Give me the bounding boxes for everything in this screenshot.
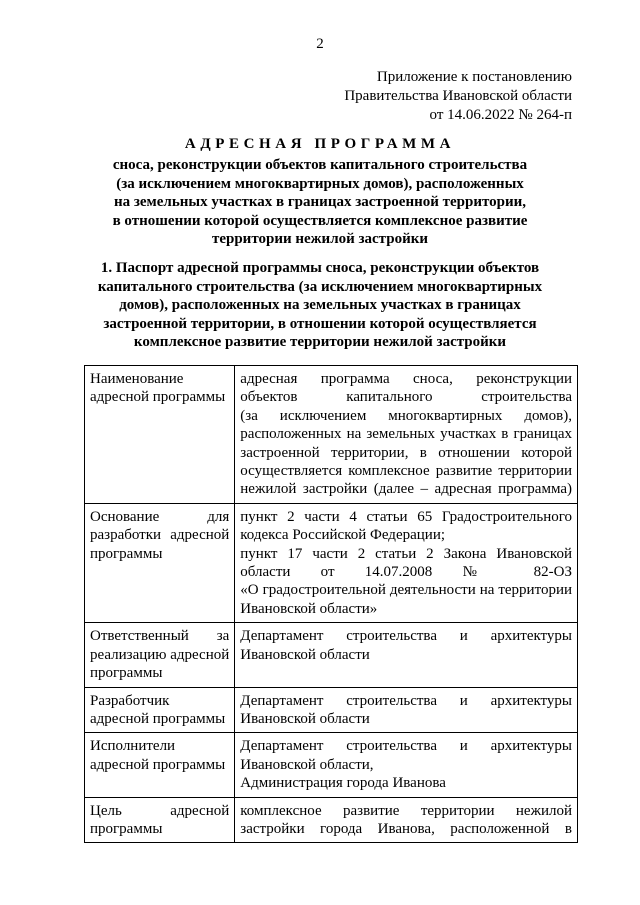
row-value-cell [235, 503, 578, 622]
section-heading-line: домов), расположенных на земельных участках в границах [119, 297, 521, 313]
row-label-cell [85, 366, 235, 504]
program-subtitle [0, 156, 640, 249]
row-label-line: адресной программы [90, 389, 226, 406]
row-value-cell [235, 366, 578, 504]
row-value-line: кодекса Российской Федерации; [240, 527, 446, 544]
row-label-cell [85, 503, 235, 622]
row-value-line: адресная программа сноса, реконструкции [240, 371, 572, 387]
row-value-line: застройки города Иванова, расположенной в [240, 820, 572, 837]
program-subtitle-line: территории нежилой застройки [211, 231, 429, 247]
row-label-line: программы [90, 545, 163, 562]
row-value-line: объектов капитального строительства [240, 389, 572, 406]
page-number: 2 [316, 36, 324, 52]
row-value-line: осуществляется комплексное развитие территории [240, 463, 572, 480]
table-row [85, 733, 578, 797]
program-subtitle-line: в отношении которой осуществляется комплексное развитие [112, 212, 528, 229]
row-value-line: застроенной территории, в отношении которой [240, 444, 572, 461]
appendix-block [344, 68, 572, 125]
row-label-line: Ответственный за [90, 628, 230, 645]
row-label-line: Наименование [90, 371, 184, 387]
row-value-line: пункт 17 части 2 статьи 2 Закона Ивановской [240, 545, 572, 562]
program-subtitle-line: сноса, реконструкции объектов капитального строительства [112, 157, 528, 173]
row-label-line: разработки адресной [90, 527, 230, 544]
row-label-line: Цель адресной [90, 802, 230, 819]
row-value-line: Администрация города Иванова [240, 775, 446, 792]
table-row [85, 503, 578, 622]
row-value-cell [235, 623, 578, 687]
row-value-line: Ивановской области, [240, 756, 374, 773]
section-heading [0, 259, 640, 352]
appendix-line: от 14.06.2022 № 264-п [429, 107, 572, 123]
row-label-line: адресной программы [90, 710, 226, 727]
program-subtitle-line: на земельных участках в границах застроенной территории, [113, 194, 527, 210]
row-value-line: области от 14.07.2008 № 82-ОЗ [240, 564, 572, 581]
table-row [85, 687, 578, 733]
row-value-line: Департамент строительства и архитектуры [240, 628, 572, 645]
table-row [85, 623, 578, 687]
appendix-line: Приложение к постановлению [376, 69, 572, 85]
section-heading-line: 1. Паспорт адресной программы сноса, реконструкции объектов [100, 260, 540, 276]
row-label-line: реализацию адресной [90, 646, 230, 663]
row-value-line: нежилой застройки (далее – адресная программа) [240, 481, 572, 498]
passport-table [84, 365, 578, 843]
row-label-line: адресной программы [90, 756, 226, 773]
row-label-line: Исполнители [90, 738, 176, 755]
row-value-line: комплексное развитие территории нежилой [240, 802, 572, 819]
row-value-line: (за исключением многоквартирных домов), [240, 407, 572, 424]
section-heading-line: комплексное развитие территории нежилой застройки [133, 334, 507, 350]
row-label-cell [85, 687, 235, 733]
row-value-line: пункт 2 части 4 статьи 65 Градостроительного [240, 508, 572, 525]
row-value-line: Ивановской области [240, 646, 370, 663]
appendix-line: Правительства Ивановской области [344, 88, 572, 104]
table-row [85, 366, 578, 504]
section-heading-line: капитального строительства (за исключением многоквартирных [97, 278, 543, 295]
row-value-line: расположенных на земельных участках в границах [240, 426, 572, 443]
row-value-cell [235, 733, 578, 797]
row-value-line: Департамент строительства и архитектуры [240, 692, 572, 709]
program-subtitle-line: (за исключением многоквартирных домов), расположенных [116, 175, 524, 192]
row-label-cell [85, 733, 235, 797]
row-label-line: программы [90, 665, 163, 682]
row-label-line: программы [90, 820, 163, 837]
table-row [85, 797, 578, 843]
row-label-cell [85, 797, 235, 843]
row-value-line: «О градостроительной деятельности на территории [240, 582, 572, 599]
row-label-line: Основание для [90, 508, 230, 525]
row-value-line: Департамент строительства и архитектуры [240, 738, 572, 755]
program-title: АДРЕСНАЯ ПРОГРАММА [184, 136, 456, 152]
row-value-cell [235, 687, 578, 733]
section-heading-line: застроенной территории, в отношении которой осуществляется [103, 315, 537, 332]
row-label-cell [85, 623, 235, 687]
row-value-line: Ивановской области» [240, 600, 378, 617]
row-value-cell [235, 797, 578, 843]
row-label-line: Разработчик [90, 692, 170, 709]
row-value-line: Ивановской области [240, 710, 370, 727]
